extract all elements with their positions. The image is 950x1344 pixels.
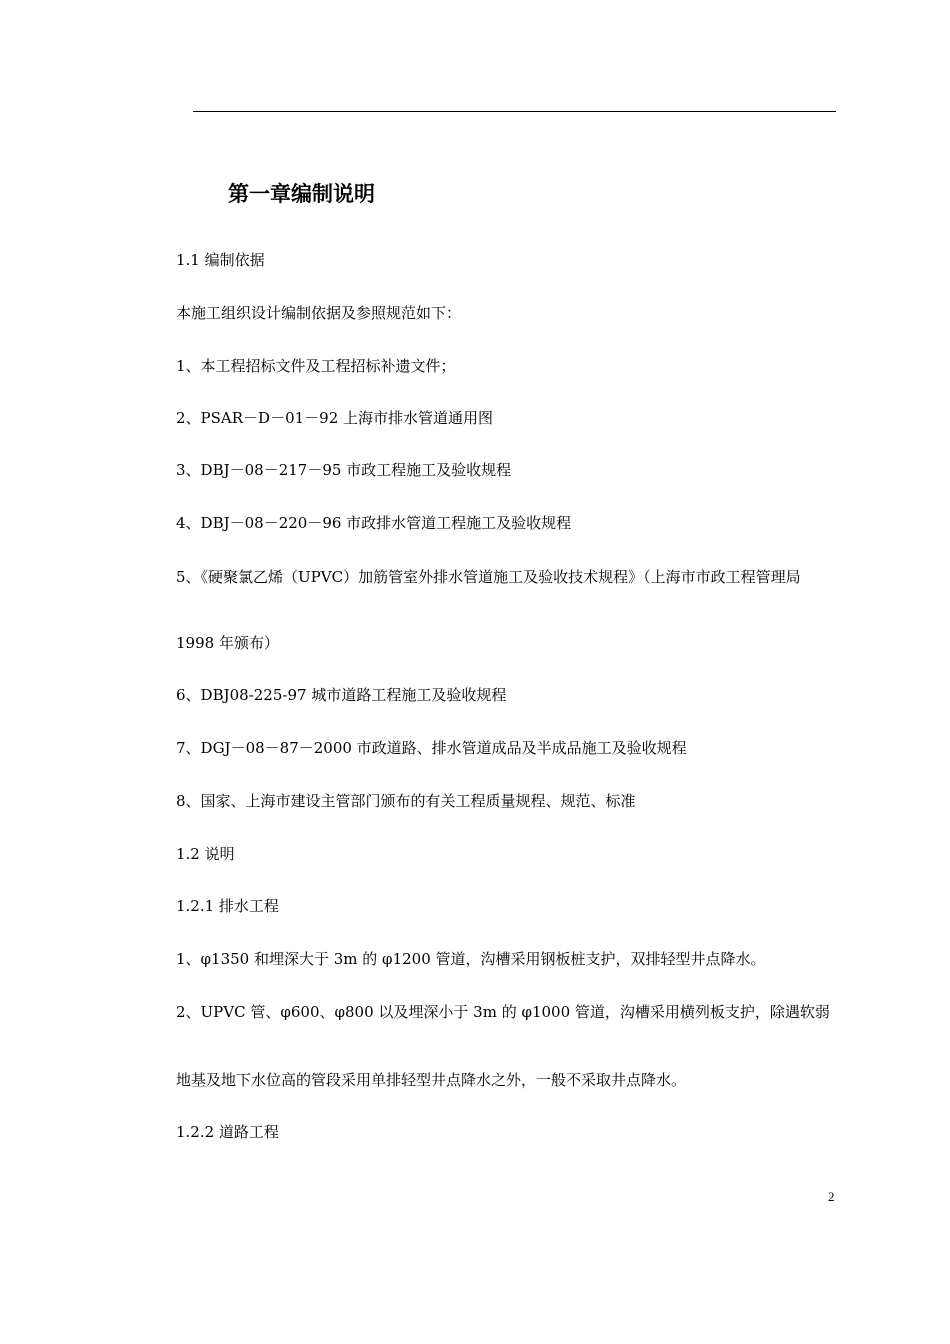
paragraph-intro: 本施工组织设计编制依据及参照规范如下： — [176, 304, 462, 322]
list-item: 2、UPVC 管、φ600、φ800 以及埋深小于 3m 的 φ1000 管道，沟槽采用横列板支护，除遇软弱 — [176, 1003, 830, 1021]
subsection-heading-1-2-1: 1.2.1 排水工程 — [176, 897, 279, 915]
list-item: 2、PSAR－D－01－92 上海市排水管道通用图 — [176, 409, 494, 427]
section-heading-1-1: 1.1 编制依据 — [176, 251, 265, 269]
list-item: 8、国家、上海市建设主管部门颁布的有关工程质量规程、规范、标准 — [176, 792, 636, 810]
chapter-title: 第一章编制说明 — [228, 182, 375, 206]
list-item: 7、DGJ－08－87－2000 市政道路、排水管道成品及半成品施工及验收规程 — [176, 739, 687, 757]
list-item: 4、DBJ－08－220－96 市政排水管道工程施工及验收规程 — [176, 514, 572, 532]
page-number: 2 — [828, 1189, 835, 1204]
section-heading-1-2: 1.2 说明 — [176, 845, 235, 863]
list-item-continuation: 地基及地下水位高的管段采用单排轻型井点降水之外，一般不采取井点降水。 — [176, 1071, 687, 1089]
list-item-continuation: 1998 年颁布） — [176, 634, 279, 652]
list-item: 6、DBJ08-225-97 城市道路工程施工及验收规程 — [176, 686, 507, 704]
list-item: 1、φ1350 和埋深大于 3m 的 φ1200 管道，沟槽采用钢板桩支护，双排轻型井点降水。 — [176, 950, 766, 968]
header-rule — [193, 111, 836, 112]
list-item: 1、本工程招标文件及工程招标补遗文件； — [176, 357, 456, 375]
list-item: 3、DBJ－08－217－95 市政工程施工及验收规程 — [176, 461, 512, 479]
list-item: 5、《硬聚氯乙烯（UPVC）加筋管室外排水管道施工及验收技术规程》（上海市市政工程管理局 — [176, 568, 801, 586]
subsection-heading-1-2-2: 1.2.2 道路工程 — [176, 1123, 279, 1141]
